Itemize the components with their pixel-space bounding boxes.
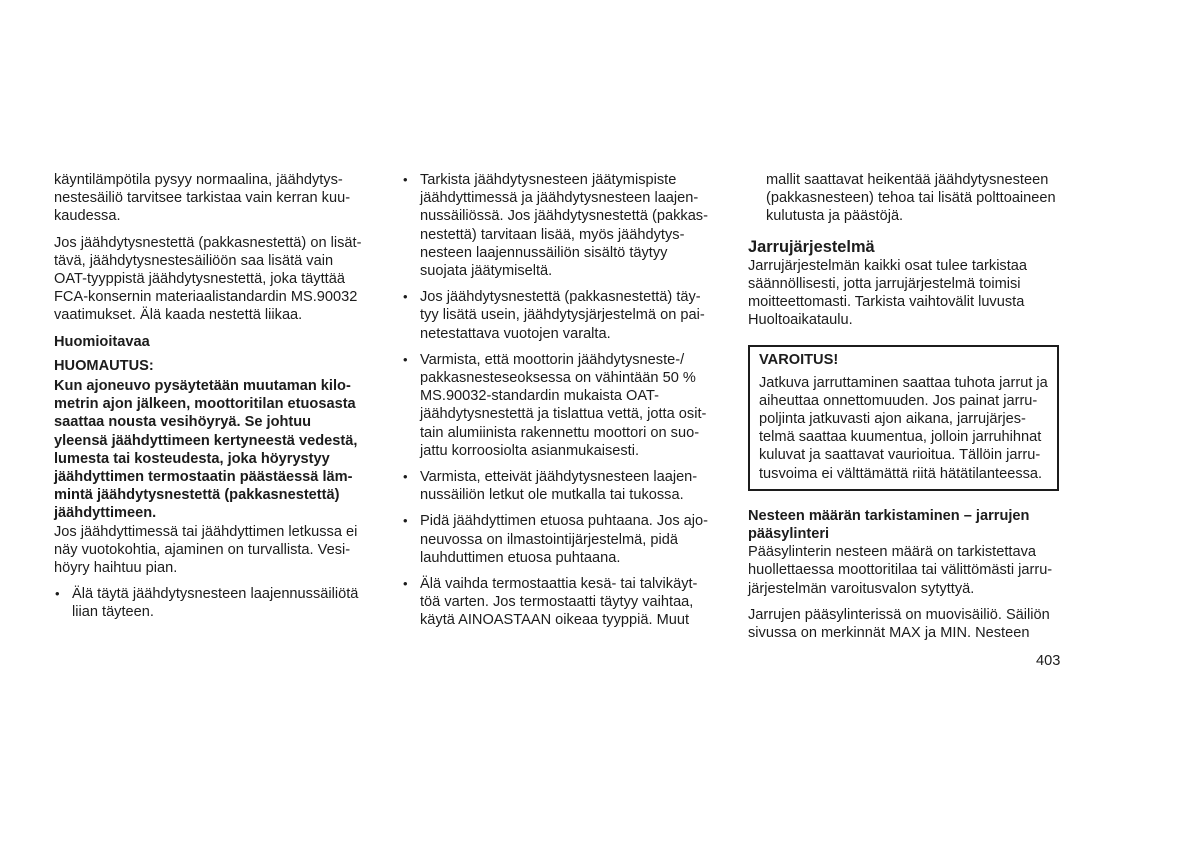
list-item-text: Varmista, että moottorin jäähdytysneste-/ pakkasnesteseoksessa on vähintään 50 % MS.90032-standardin mukaista OAT- jäähdytysnestettä ja tislattua vettä, jotta osit- tain alumiinista rakennettu moottori on suo- jattu korroosiolta asianmukaisesti. [420, 351, 707, 459]
column-left [54, 171, 366, 630]
warning-title: VAROITUS! [759, 352, 839, 369]
section-heading-brakes: Jarrujärjestelmä [748, 237, 875, 256]
bullet-icon: • [403, 172, 408, 187]
list-item [402, 288, 714, 343]
column-middle [402, 171, 714, 638]
bullet-icon: • [403, 469, 408, 485]
subheading-master-cylinder: Nesteen määrän tarkistaminen – jarrujen pääsylinteri [748, 507, 1030, 543]
list-item [402, 512, 714, 567]
paragraph-adding-coolant: Jos jäähdytysnestettä (pakkasnestettä) on lisät- tävä, jäähdytysnestesäiliöön saa lisätä vain OAT-tyyppistä jäähdytysnestettä, joka täyttää FCA-konsernin materiaalistandardin MS.90032 vaatimukset. Älä kaada nestettä liikaa. [54, 234, 362, 324]
warning-text: Jatkuva jarruttaminen saattaa tuhota jarrut ja aiheuttaa onnettomuuden. Jos painat jarru- poljinta jatkuvasti ajon aikana, jarrujärjes- telmä saattaa kuumentua, jolloin jarruhihnat kuluvat ja saattavat vaurioitua. Tällöin jarru- tusvoima ei välttämättä riitä hätätilanteessa. [759, 374, 1048, 482]
bullet-icon: • [55, 586, 60, 602]
list-item-text: Älä vaihda termostaattia kesä- tai talvikäyt- töä varten. Jos termostaatti täytyy vaihtaa, käytä AINOASTAAN oikeaa tyyppiä. Muut [420, 576, 698, 629]
list-item [402, 171, 714, 280]
list-item [402, 575, 714, 630]
paragraph-coolant-check-interval: käyntilämpötila pysyy normaalina, jäähdytys- nestesäiliö tarvitsee tarkistaa vain kerran kuu- kaudessa. [54, 172, 351, 225]
page-number: 403 [1036, 653, 1061, 669]
list-item-text: Varmista, etteivät jäähdytysnesteen laajen- nussäiliön letkut ole mutkalla tai tukossa. [420, 469, 698, 504]
bullet-icon: • [403, 576, 408, 592]
list-item-text: Älä täytä jäähdytysnesteen laajennussäiliötä liian täyteen. [72, 586, 359, 621]
bullet-list-left [54, 585, 366, 621]
column-right [748, 171, 1060, 650]
label-huomautus: HUOMAUTUS: [54, 357, 154, 374]
bullet-icon: • [403, 289, 408, 305]
bullet-list-middle [402, 171, 714, 630]
paragraph-master-cylinder-reservoir: Jarrujen pääsylinterissä on muovisäiliö. Säiliön sivussa on merkinnät MAX ja MIN. Nesteen [748, 606, 1050, 642]
bullet-icon: • [403, 513, 408, 529]
warning-box [748, 345, 1059, 490]
paragraph-master-cylinder-check: Pääsylinterin nesteen määrä on tarkistettava huollettaessa moottoritilaa tai välittömästi jarru- järjestelmän varoitusvalon sytyttyä. [748, 544, 1053, 597]
list-item-text: Pidä jäähdyttimen etuosa puhtaana. Jos ajo- neuvossa on ilmastointijärjestelmä, pidä lauhduttimen etuosa puhtaana. [420, 513, 709, 566]
label-huomioitavaa: Huomioitavaa [54, 333, 150, 350]
paragraph-continuation: mallit saattavat heikentää jäähdytysnesteen (pakkasnesteen) tehoa tai lisätä polttoaineen kulutusta ja päästöjä. [766, 172, 1056, 225]
bullet-icon: • [403, 351, 408, 367]
list-item [402, 468, 714, 504]
paragraph-brake-inspection: Jarrujärjestelmän kaikki osat tulee tarkistaa säännöllisesti, jotta jarrujärjestelmä toimisi moitteettomasti. Tarkista vaihtovälit luvusta Huoltoaikataulu. [748, 257, 1028, 329]
notice-steam-warning: Kun ajoneuvo pysäytetään muutaman kilo- metrin ajon jälkeen, moottoritilan etuosasta saattaa nousta vesihöyryä. Se johtuu yleensä jäähdyttimeen kertyneestä vedestä, lumesta tai kosteudesta, joka höyrystyy jäähdyttimen termostaatin päästäessä läm- mintä jäähdytysnestettä (pakkasnestettä) jäähdyttimeen. [54, 378, 358, 522]
list-item [402, 351, 714, 460]
list-item-text: Tarkista jäähdytysnesteen jäätymispiste jäähdyttimessä ja jäähdytysnesteen laajen- nussäiliössä. Jos jäähdytysnestettä (pakkas- nestettä) tarvitaan lisää, myös jäähdytys- nesteen laajennussäiliön sisältö täytyy suojata jäätymiseltä. [420, 172, 708, 280]
paragraph-no-leaks-safe: Jos jäähdyttimessä tai jäähdyttimen letkussa ei näy vuotokohtia, ajaminen on turvallista. Vesi- höyry haihtuu pian. [54, 523, 358, 577]
list-item [54, 585, 366, 621]
list-item-text: Jos jäähdytysnestettä (pakkasnestettä) täy- tyy lisätä usein, jäähdytysjärjestelmä on pai- netestattava vuotojen varalta. [420, 289, 705, 342]
